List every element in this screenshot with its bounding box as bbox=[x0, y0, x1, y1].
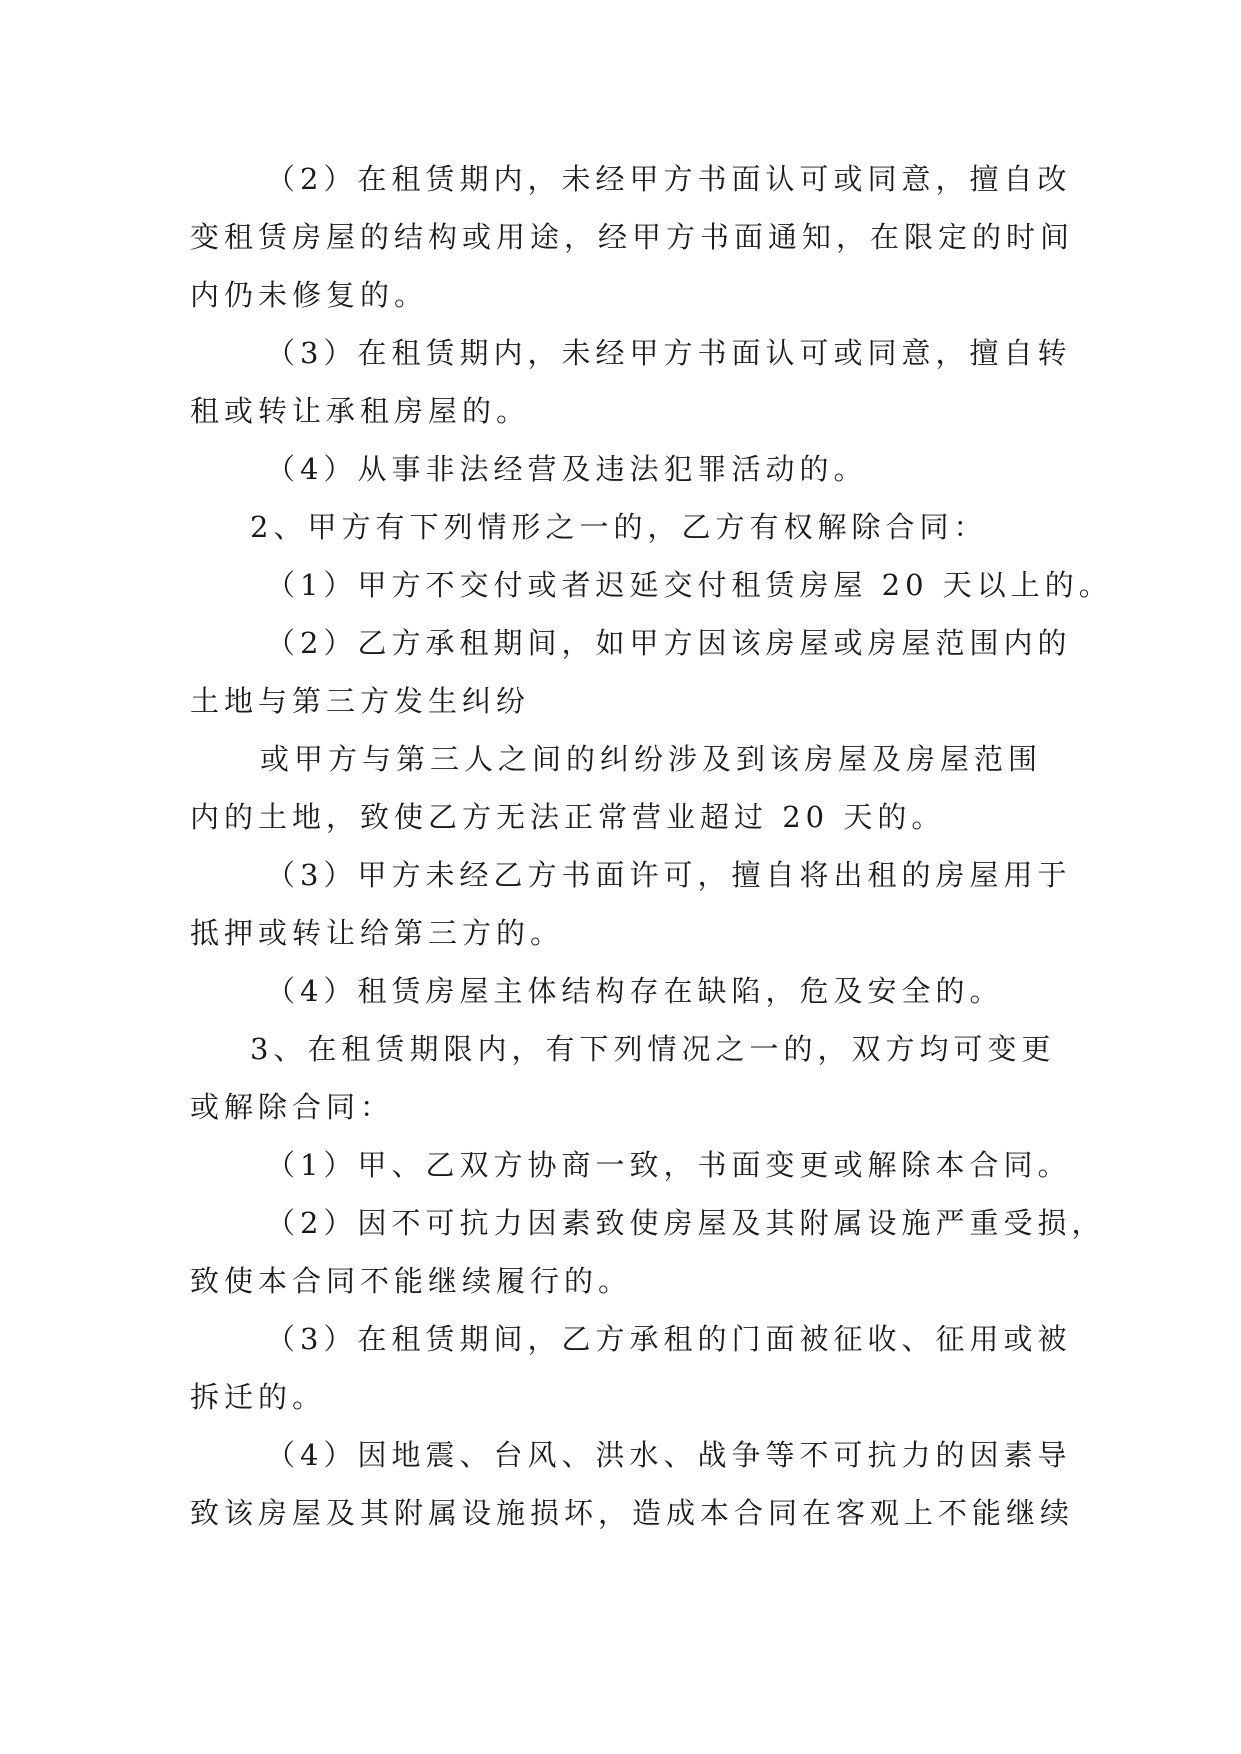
paragraph-line: 致使本合同不能继续履行的。 bbox=[190, 1264, 633, 1298]
paragraph-line: 租或转让承租房屋的。 bbox=[190, 394, 531, 428]
paragraph-line: （1）甲、乙双方协商一致，书面变更或解除本合同。 bbox=[266, 1148, 1072, 1182]
paragraph-line: 土地与第三方发生纠纷 bbox=[190, 684, 531, 718]
paragraph-line: （2）乙方承租期间，如甲方因该房屋或房屋范围内的 bbox=[266, 626, 1072, 660]
paragraph-line: （2）在租赁期内，未经甲方书面认可或同意，擅自改 bbox=[266, 162, 1072, 196]
paragraph-line: （3）在租赁期间，乙方承租的门面被征收、征用或被 bbox=[266, 1322, 1072, 1356]
paragraph-line: （3）在租赁期内，未经甲方书面认可或同意，擅自转 bbox=[266, 336, 1072, 370]
paragraph-line: 抵押或转让给第三方的。 bbox=[190, 916, 565, 950]
document-body bbox=[190, 150, 1113, 1542]
paragraph-line: 变租赁房屋的结构或用途，经甲方书面通知，在限定的时间 bbox=[190, 220, 1075, 254]
section-heading: 2、甲方有下列情形之一的，乙方有权解除合同： bbox=[250, 510, 988, 544]
paragraph-line: 致该房屋及其附属设施损坏，造成本合同在客观上不能继续 bbox=[190, 1496, 1075, 1530]
paragraph-line: （4）从事非法经营及违法犯罪活动的。 bbox=[266, 452, 868, 486]
paragraph-line: 或甲方与第三人之间的纠纷涉及到该房屋及房屋范围 bbox=[260, 742, 1043, 776]
paragraph-line: 内仍未修复的。 bbox=[190, 278, 429, 312]
paragraph-line: 拆迁的。 bbox=[190, 1380, 327, 1414]
paragraph-line: （1）甲方不交付或者迟延交付租赁房屋 20 天以上的。 bbox=[266, 568, 1113, 602]
section-heading: 3、在租赁期限内，有下列情况之一的，双方均可变更 bbox=[250, 1032, 1056, 1066]
paragraph-line: （3）甲方未经乙方书面许可，擅自将出租的房屋用于 bbox=[266, 858, 1072, 892]
paragraph-line: （4）租赁房屋主体结构存在缺陷，危及安全的。 bbox=[266, 974, 1004, 1008]
paragraph-line: （2）因不可抗力因素致使房屋及其附属设施严重受损， bbox=[266, 1206, 1106, 1240]
paragraph-line: 内的土地，致使乙方无法正常营业超过 20 天的。 bbox=[190, 800, 946, 834]
paragraph-line: （4）因地震、台风、洪水、战争等不可抗力的因素导 bbox=[266, 1438, 1072, 1472]
paragraph-line: 或解除合同： bbox=[190, 1090, 395, 1124]
